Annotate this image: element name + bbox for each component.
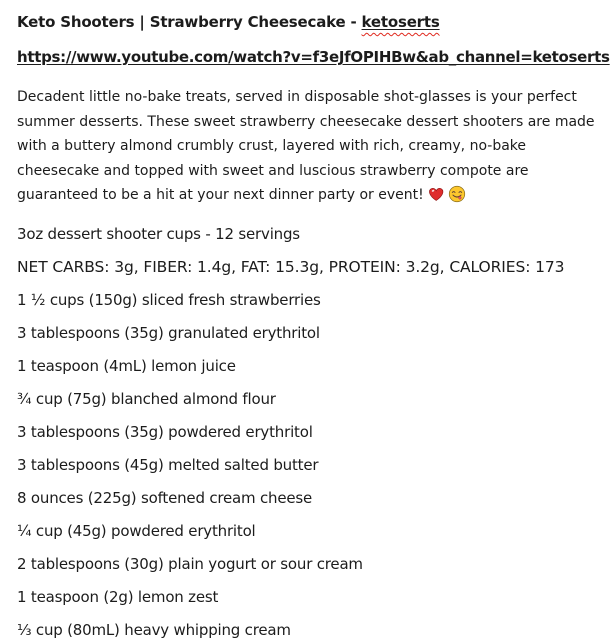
ingredient-line: 2 tablespoons (30g) plain yogurt or sour cream xyxy=(17,554,363,573)
page-title xyxy=(17,13,595,31)
ingredient-line: 3 tablespoons (45g) melted salted butter xyxy=(17,455,319,474)
ingredient-line: ⅓ cup (80mL) heavy whipping cream xyxy=(17,620,291,639)
youtube-link[interactable]: https://www.youtube.com/watch?v=f3eJfOPIHBw&ab_channel=ketoserts xyxy=(17,48,610,66)
title-text: Keto Shooters | Strawberry Cheesecake - xyxy=(17,13,362,31)
ingredient-line: 1 teaspoon (4mL) lemon juice xyxy=(17,356,236,375)
red-heart-icon xyxy=(427,185,445,203)
ingredient-list xyxy=(17,290,595,640)
description-line: cheesecake and topped with sweet and luscious strawberry compote are xyxy=(17,162,529,179)
serving-info: 3oz dessert shooter cups - 12 servings xyxy=(17,224,300,243)
ingredient-line: 8 ounces (225g) softened cream cheese xyxy=(17,488,313,507)
description-line-text: guaranteed to be a hit at your next dinner party or event! xyxy=(17,187,424,203)
ingredient-line: 3 tablespoons (35g) powdered erythritol xyxy=(17,422,313,441)
face-savoring-food-icon xyxy=(448,185,466,203)
description-paragraph xyxy=(17,85,595,208)
nutrition-facts: NET CARBS: 3g, FIBER: 1.4g, FAT: 15.3g, PROTEIN: 3.2g, CALORIES: 173 xyxy=(17,257,565,276)
ingredient-line: ¼ cup (45g) powdered erythritol xyxy=(17,521,256,540)
ingredient-line: 1 teaspoon (2g) lemon zest xyxy=(17,587,219,606)
ingredient-line: ¾ cup (75g) blanched almond flour xyxy=(17,389,276,408)
description-line: with a buttery almond crumbly crust, layered with rich, creamy, no-bake xyxy=(17,138,527,154)
description-line: Decadent little no-bake treats, served in disposable shot-glasses is your perfect xyxy=(17,89,577,105)
ingredient-line: 3 tablespoons (35g) granulated erythritol xyxy=(17,323,320,342)
spellcheck-squiggle: ketoserts xyxy=(361,13,440,31)
ingredient-line: 1 ½ cups (150g) sliced fresh strawberries xyxy=(17,290,321,309)
description-last-line xyxy=(17,183,595,208)
title-channel-underlined xyxy=(362,13,440,31)
description-line: summer desserts. These sweet strawberry cheesecake dessert shooters are made xyxy=(17,113,595,130)
video-url-line xyxy=(17,48,610,66)
